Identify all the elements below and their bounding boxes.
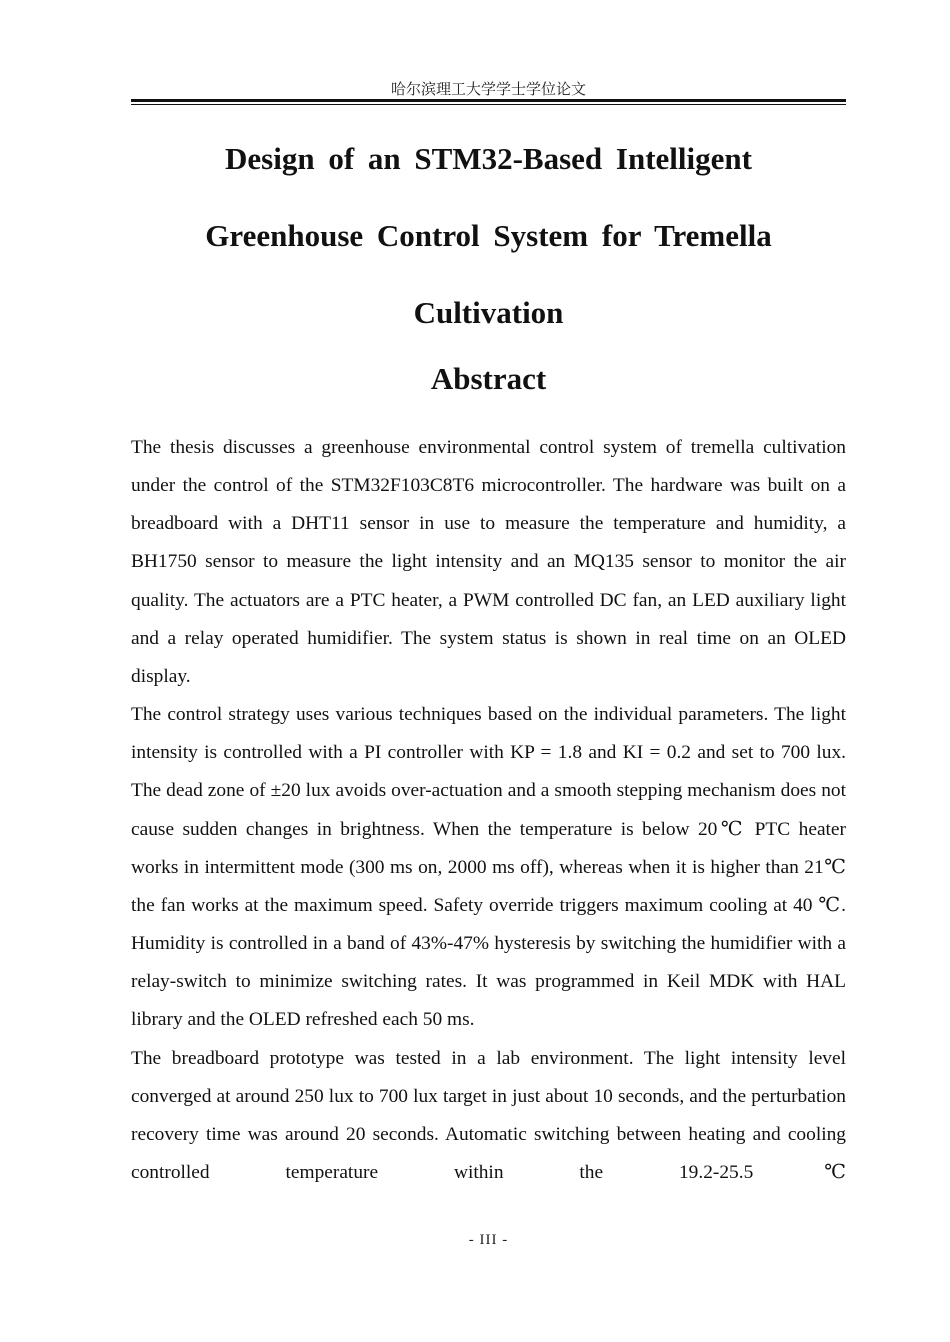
- header-rule-thin: [131, 104, 846, 105]
- abstract-paragraph-1: The thesis discusses a greenhouse environmental control system of tremella cultivation under the control of the STM32F103C8T6 microcontroller. The hardware was built on a breadboard with a DHT11 sensor in use to measure the temperature and humidity, a BH1750 sensor to measure the light intensity and an MQ135 sensor to monitor the air quality. The actuators are a PTC heater, a PWM controlled DC fan, an LED auxiliary light and a relay operated humidifier. The system status is shown in real time on an OLED display.: [131, 437, 846, 687]
- abstract-heading: Abstract: [430, 361, 547, 396]
- abstract-body: [131, 429, 846, 1228]
- running-header: 哈尔滨理工大学学士学位论文: [390, 80, 586, 98]
- abstract-paragraph-3: The breadboard prototype was tested in a lab environment. The light intensity level converged at around 250 lux to 700 lux target in just about 10 seconds, and the perturbation recovery time was around 20 seconds. Automatic switching between heating and cooling controlled temperature within the 19.2-25.5℃: [131, 1047, 846, 1183]
- thesis-title-line-3: Cultivation: [413, 295, 564, 330]
- abstract-paragraph-2: The control strategy uses various techniques based on the individual parameters. The light intensity is controlled with a PI controller with KP = 1.8 and KI = 0.2 and set to 700 lux. The dead zone of ±20 lux avoids over-actuation and a smooth stepping mechanism does not cause sudden changes in brightness. When the temperature is below 20℃ PTC heater works in intermittent mode (300 ms on, 2000 ms off), whereas when it is higher than 21℃ the fan works at the maximum speed. Safety override triggers maximum cooling at 40 ℃. Humidity is controlled in a band of 43%-47% hysteresis by switching the humidifier with a relay-switch to minimize switching rates. It was programmed in Keil MDK with HAL library and the OLED refreshed each 50 ms.: [131, 704, 846, 1031]
- thesis-title: [131, 120, 846, 351]
- thesis-title-line-2: Greenhouse Control System for Tremella: [205, 218, 772, 253]
- header-rule-thick: [131, 99, 846, 102]
- thesis-title-line-1: Design of an STM32-Based Intelligent: [225, 141, 752, 176]
- page-number: - III -: [468, 1232, 509, 1248]
